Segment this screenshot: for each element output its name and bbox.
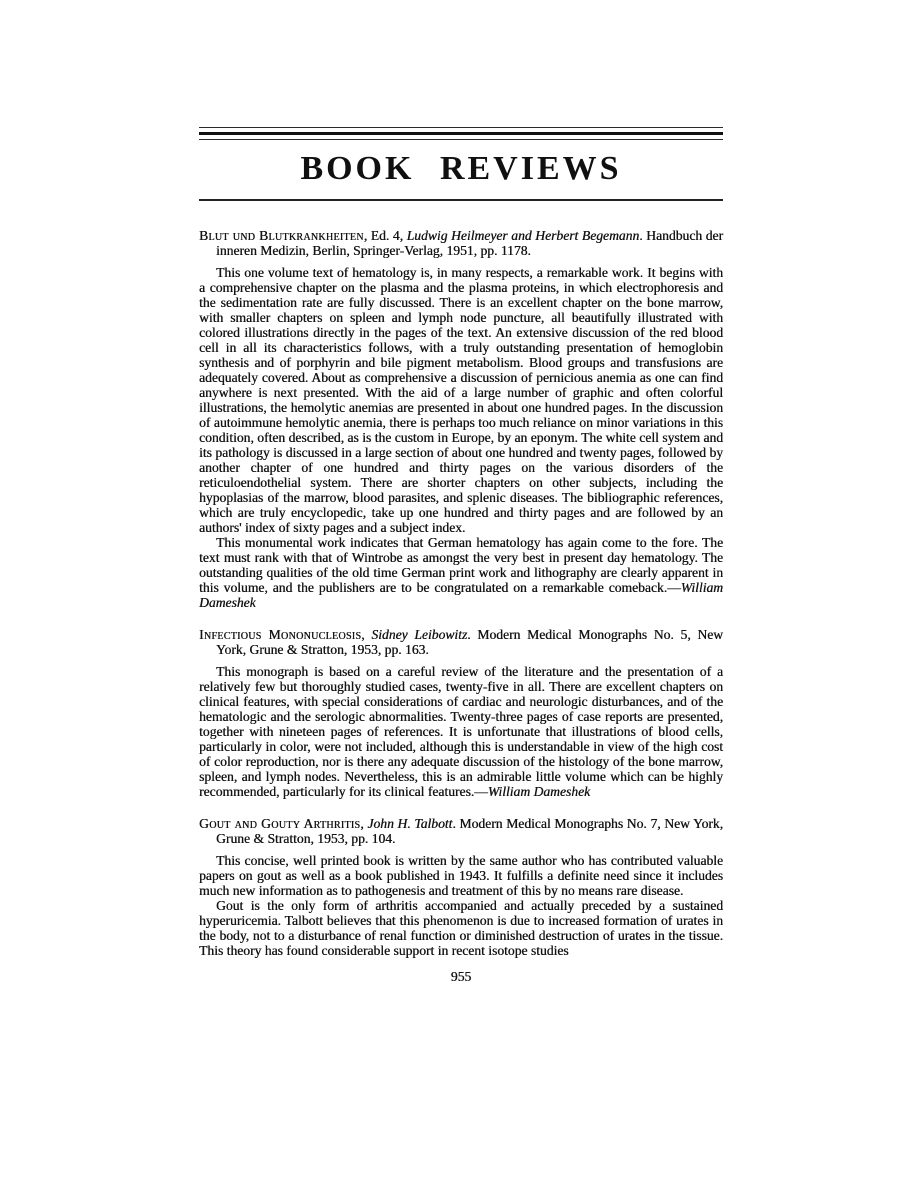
page-number: 955 (450, 969, 472, 984)
page-title: BOOK REVIEWS (300, 150, 622, 187)
review-3-book-title: Gout and Gouty Arthritis (199, 816, 361, 831)
rule-thin-top (199, 127, 723, 128)
review-1-heading-mid: , Ed. 4, (363, 228, 407, 243)
review-2-heading (199, 627, 723, 657)
review-1-authors: Ludwig Heilmeyer and Herbert Begemann (406, 228, 640, 243)
book-review-2 (199, 627, 723, 799)
review-2-heading-mid: , (361, 627, 372, 642)
reviewer-signature: William Dameshek (199, 580, 723, 610)
review-1-paragraph-2 (199, 535, 723, 610)
book-review-1 (199, 228, 723, 610)
paragraph-text: This concise, well printed book is written by the same author who has contributed valuable papers on gout as well as a book published in 1943. It fulfills a definite need since it includes much new information as to pathogenesis and treatment of this by no means rare disease. (199, 853, 723, 898)
rule-thick (199, 132, 723, 135)
review-1-heading (199, 228, 723, 258)
rule-thin-bottom (199, 139, 723, 140)
review-1-heading-tail: . Handbuch der inneren Medizin, Berlin, Springer-Verlag, 1951, pp. 1178. (216, 228, 723, 258)
review-3-authors: John H. Talbott (367, 816, 453, 831)
top-triple-rule (199, 127, 723, 140)
reviewer-signature: William Dameshek (487, 784, 591, 799)
book-review-3 (199, 816, 723, 958)
paragraph-text: This monumental work indicates that German hematology has again come to the fore. The text must rank with that of Wintrobe as amongst the very best in present day hematology. The outstanding qualities of the old time German print work and lithography are clearly apparent in this volume, and the publishers are to be congratulated on a remarkable comeback.— (199, 535, 723, 595)
review-3-heading (199, 816, 723, 846)
title-bottom-rule (199, 199, 723, 201)
review-1-paragraph-1 (199, 265, 723, 535)
review-2-book-title: Infectious Mononucleosis (199, 627, 362, 642)
review-1-book-title: Blut und Blutkrankheiten (199, 228, 364, 243)
paragraph-text: This one volume text of hematology is, in many respects, a remarkable work. It begins with a comprehensive chapter on the plasma and the plasma proteins, in which electrophoresis and the sedimentation rate are fully discussed. There is an excellent chapter on the bone marrow, with smaller chapters on spleen and lymph node puncture, all beautifully illustrated with colored illustrations directly in the pages of the text. An extensive discussion of the red blood cell in all its characteristics follows, with a truly outstanding presentation of hemoglobin synthesis and of porphyrin and bile pigment metabolism. Blood groups and transfusions are adequately covered. About as comprehensive a discussion of pernicious anemia as one can find anywhere is next presented. With the aid of a large number of graphic and often colorful illustrations, the hemolytic anemias are presented in about one hundred pages. In the discussion of autoimmune hemolytic anemia, there is perhaps too much reliance on minor variations in this condition, often described, as is the custom in Europe, by an eponym. The white cell system and its pathology is discussed in a large section of about one hundred and twenty pages, followed by another chapter of one hundred and thirty pages on the various disorders of the reticuloendothelial system. There are shorter chapters on other subjects, including the hypoplasias of the marrow, blood parasites, and splenic diseases. The bibliographic references, which are truly encyclopedic, take up one hundred and thirty pages and are followed by an authors' index of sixty pages and a subject index. (199, 265, 723, 535)
review-3-paragraph-1 (199, 853, 723, 898)
review-3-heading-tail: . Modern Medical Monographs No. 7, New York, Grune & Stratton, 1953, pp. 104. (216, 816, 723, 846)
paragraph-text: This monograph is based on a careful review of the literature and the presentation of a relatively few but thoroughly studied cases, twenty-five in all. There are excellent chapters on clinical features, with special considerations of cardiac and neurologic disturbances, and of the hematologic and the serologic abnormalities. Twenty-three pages of case reports are presented, together with nineteen pages of references. It is unfortunate that illustrations of blood cells, particularly in color, were not included, although this is understandable in view of the high cost of color reproduction, nor is there any adequate discussion of the histology of the bone marrow, spleen, and lymph nodes. Nevertheless, this is an admirable little volume which can be highly recommended, particularly for its clinical features.— (199, 664, 723, 799)
review-2-heading-tail: . Modern Medical Monographs No. 5, New York, Grune & Stratton, 1953, pp. 163. (216, 627, 724, 657)
review-2-paragraph-1 (199, 664, 723, 799)
book-reviews-list (199, 228, 723, 958)
review-3-paragraph-2 (199, 898, 723, 958)
text-column (199, 0, 723, 985)
review-3-heading-mid: , (360, 816, 368, 831)
review-2-authors: Sidney Leibowitz (371, 627, 468, 642)
paragraph-text: Gout is the only form of arthritis accompanied and actually preceded by a sustained hyperuricemia. Talbott believes that this phenomenon is due to increased formation of urates in the body, not to a disturbance of renal function or diminished destruction of urates in the tissue. This theory has found considerable support in recent isotope studies (199, 898, 723, 958)
